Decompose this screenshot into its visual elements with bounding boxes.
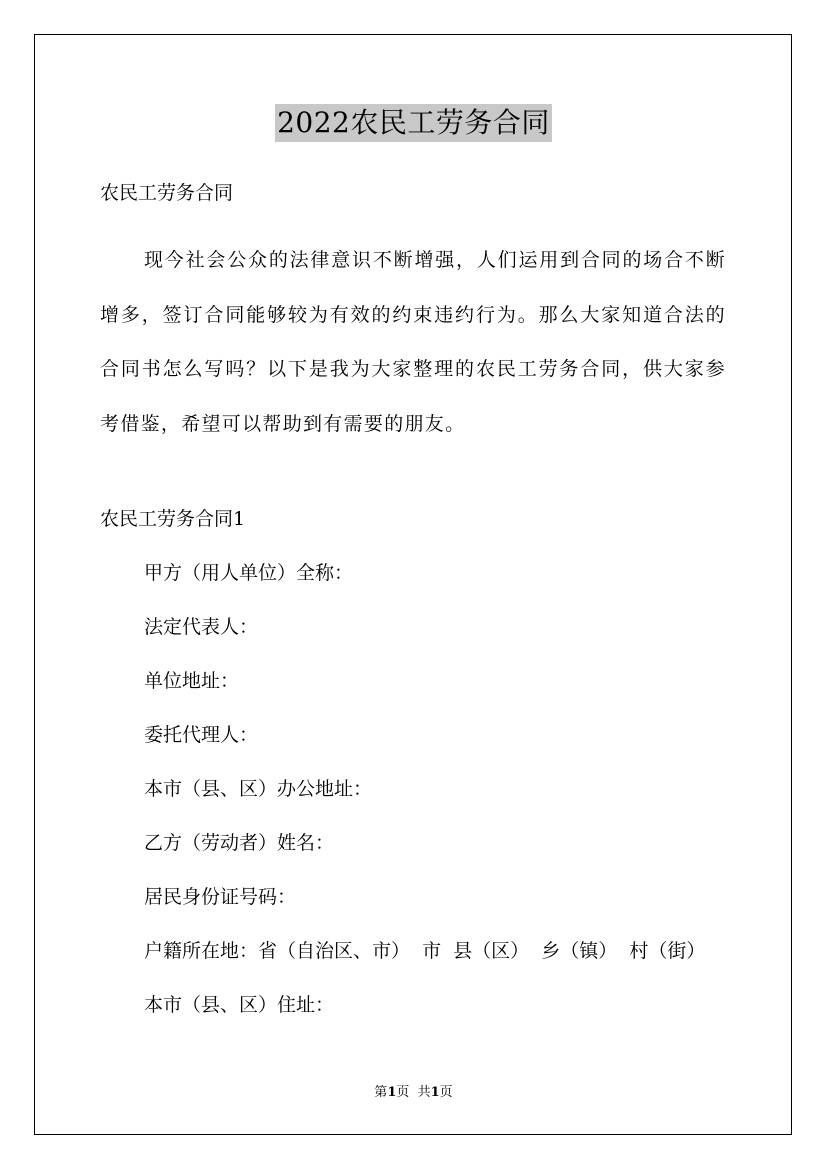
intro-paragraph: 现今社会公众的法律意识不断增强，人们运用到合同的场合不断增多，签订合同能够较为有效的约束违约行为。那么大家知道合法的合同书怎么写吗？以下是我为大家整理的农民工劳务合同，供大家参考借鉴，希望可以帮助到有需要的朋友。 — [100, 249, 726, 435]
field-company-address: 单位地址： — [144, 670, 240, 692]
field-id-number: 居民身份证号码： — [144, 886, 297, 908]
field-authorized-agent: 委托代理人： — [144, 724, 259, 746]
page-footer — [0, 1084, 827, 1102]
title-container — [0, 104, 827, 142]
field-local-office-address: 本市（县、区）办公地址： — [144, 778, 373, 800]
field-legal-representative: 法定代表人： — [144, 616, 259, 638]
footer-total-pages: 1 — [430, 1085, 440, 1100]
footer-suffix: 页 — [439, 1085, 453, 1100]
field-party-a-name: 甲方（用人单位）全称： — [144, 562, 354, 584]
document-subtitle: 农民工劳务合同 — [100, 182, 234, 204]
document-title: 2022农民工劳务合同 — [275, 104, 552, 142]
field-party-b-name: 乙方（劳动者）姓名： — [144, 832, 335, 854]
footer-mid: 页 共 — [396, 1085, 431, 1100]
field-household-registration: 户籍所在地：省（自治区、市） 市 县（区） 乡（镇） 村（街） — [144, 940, 706, 962]
footer-prefix: 第 — [374, 1085, 388, 1100]
footer-page-number: 1 — [387, 1085, 397, 1100]
field-local-residence: 本市（县、区）住址： — [144, 994, 335, 1016]
section-heading: 农民工劳务合同1 — [100, 508, 246, 530]
